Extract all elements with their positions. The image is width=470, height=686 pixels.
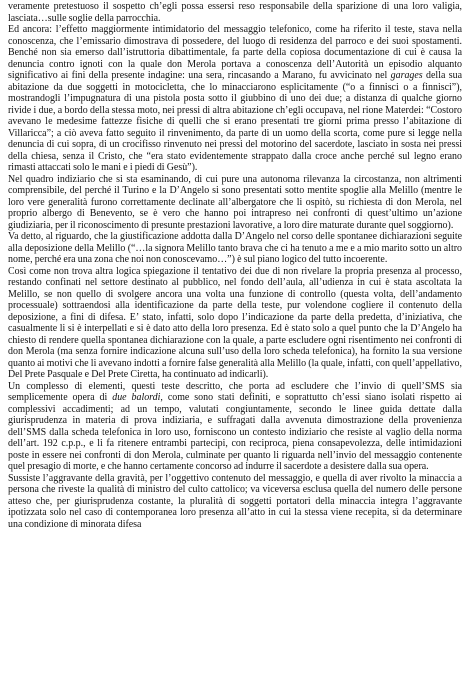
paragraph-5: [8, 381, 462, 473]
italic-text-segment: garages: [390, 70, 423, 81]
text-segment: veramente pretestuoso il sospetto ch’egli possa essersi reso responsabile della sparizione di una loro valigia, lasciata…sulle soglie della parrocchia.: [8, 1, 462, 24]
paragraph-0: [8, 1, 462, 24]
document-body: [8, 1, 462, 530]
paragraph-2: [8, 174, 462, 232]
text-segment: Ed ancora: l’effetto maggiormente intimidatorio del messaggio telefonico, come ha riferito il teste, stava nella conoscenza, che l’emissario dimostrava di possedere, del luogo di residenza del parroco e dei suoi spostamenti. Benché non sia emerso dall’istruttoria dibattimentale, fa parte della copiosa documentazione di cui è causa la denuncia contro ignoti con la quale don Merola portava a conoscenza dell’Autorità un episodio alquanto significativo ai fini della presente indagine: una sera, rincasando a Marano, fu avvicinato nel: [8, 24, 462, 81]
paragraph-6: [8, 473, 462, 531]
italic-text-segment: due balordi: [112, 392, 161, 403]
paragraph-3: [8, 231, 462, 266]
text-segment: della sua abitazione da due soggetti in motocicletta, che lo minacciarono esplicitamente (“o a finnisci o a finnisci”), mostrandogli l’impugnatura di una pistola posta sotto il giubbino di uno dei due; a distanza di qualche giorno rivide i due, a bordo della stessa moto, nei pressi di altra abitazione ch’egli occupava, nel rione Materdei: “Costoro avevano le medesime fattezze fisiche di quelli che si erano presentati tre giorni prima presso l’abitazione di Villaricca”; a ciò aveva fatto seguito il rinvenimento, da parte di un uomo della scorta, come pure si legge nella denuncia di cui sopra, di un crocifisso rinvenuto nei pressi del motorino del sacerdote, lasciato in sosta nei pressi della chiesa, senza il Cristo, che “era stato evidentemente strappato dalla croce anche perché sul legno erano rimasti attaccati solo le mani e i piedi di Gesù”).: [8, 70, 462, 173]
text-segment: Va detto, al riguardo, che la giustificazione addotta dalla D’Angelo nel corso delle spontanee dichiarazioni seguite alla deposizione della Melillo (“…la signora Melillo tanto brava che ci ha tenuto a me e a mio marito sotto un altro nome, perché era una zona che noi non conoscevamo…”) è sul piano logico del tutto incoerente.: [8, 231, 462, 265]
paragraph-4: [8, 266, 462, 381]
paragraph-1: [8, 24, 462, 174]
text-segment: Sussiste l’aggravante della gravità, per l’oggettivo contenuto del messaggio, e quella di aver rivolto la minaccia a persona che riveste la qualità di ministro del culto cattolico; va viceversa esclusa quella del numero delle persone atteso che, per giurisprudenza costante, la pluralità di soggetti portatori della minaccia integra l’aggravante ipotizzata solo nel caso di contemporanea loro presenza all’atto in cui la stessa viene recepita, sì da determinare una condizione di minorata difesa: [8, 472, 462, 530]
text-segment: , come sono stati definiti, e soprattutto ch’essi siano isolati rispetto ai complessivi accadimenti; ad un tempo, valutati congiuntamente, secondo le linee guida dettate dalla giurisprudenza in materia di prova indiziaria, e suffragati dalla avvenuta dimostrazione della provenienza dell’SMS dalla scheda telefonica in loro uso, forniscono un contesto indiziario che resiste al vaglio della norma dell’art. 192 c.p.p., e li fa ritenere entrambi partecipi, con reciproca, piena consapevolezza, delle intimidazioni poste in essere nei confronti di don Merola, culminate per quanto li riguarda nell’invio del messaggio contenente quel presagio di morte, e che hanno certamente concorso ad indurre il sacerdote a desistere dalla sua opera.: [8, 392, 463, 472]
text-segment: Nel quadro indiziario che si sta esaminando, di cui pure una autonoma rilevanza la circostanza, non altrimenti comprensibile, del perché il Turino e la D’Angelo si sono presentati sotto mentite spoglie alla Melillo (mentre le loro vere generalità furono correttamente declinate all’albergatore che li ospitò, su richiesta di don Merola, nel proprio albergo di Benevento, se è vero che hanno poi intrapreso nei confronti di quest’ultimo un’azione giudiziaria, per il riconoscimento di presunte prestazioni lavorative, a loro dire maturate durante quel soggiorno).: [8, 173, 462, 231]
text-segment: Un complesso di elementi, questi teste descritto, che porta ad escludere che l’invio di quell’SMS sia semplicemente opera di: [8, 380, 462, 403]
text-segment: Così come non trova altra logica spiegazione il tentativo dei due di non rivelare la propria presenza al processo, restando confinati nel settore destinato al pubblico, nel fondo dell’aula, all’udienza in cui è stata ascoltata la Melillo, se non quello di svolgere ancora una volta una funzione di controllo (questa volta, dell’andamento processuale) sottraendosi alla identificazione da parte della teste, pur volendone cogliere il contenuto della deposizione, a fini di difesa. E’ stato, infatti, solo dopo l’indicazione da parte della predetta, d’iniziativa, che casualmente li si è interpellati e si è dato atto della loro presenza. Ed è stato solo a quel punto che la D’Angelo ha chiesto di rendere quella spontanea dichiarazione con la quale, a parte escludere ogni risentimento nei confronti di don Merola (ma senza fornire indicazione alcuna sull’uso della loro scheda telefonica), ha fornito la sua versione quanto ai motivi che li avevano indotti a fornire false generalità alla Melillo (la quale, infatti, con quell’appellativo, Del Prete Pasquale e Del Prete Ciretta, ha continuato ad indicarli).: [8, 265, 462, 380]
